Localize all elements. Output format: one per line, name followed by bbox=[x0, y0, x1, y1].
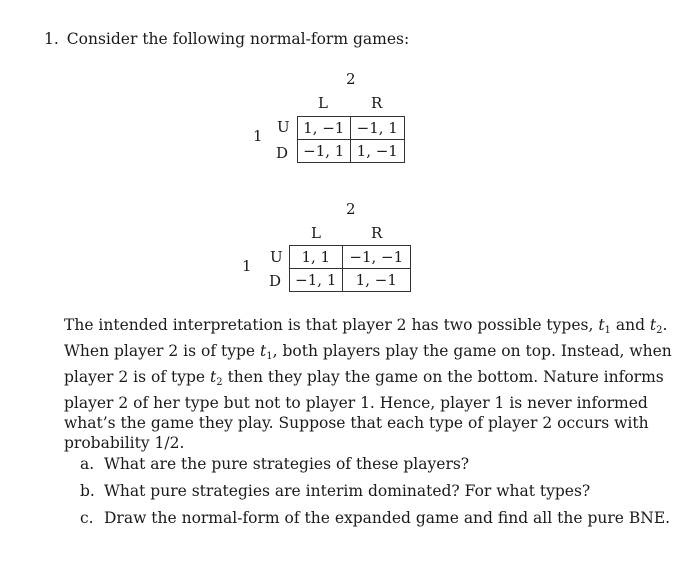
game-top-col-R: R bbox=[371, 94, 383, 112]
problem-heading-text: Consider the following normal-form games: bbox=[66, 30, 410, 48]
table-row bbox=[298, 117, 405, 140]
game-top-cell-DR: 1, −1 bbox=[350, 140, 404, 163]
game-bottom-col-L: L bbox=[311, 224, 321, 242]
question-text: What pure strategies are interim dominated? For what types? bbox=[104, 482, 591, 500]
question-a bbox=[80, 455, 469, 473]
game-top-cell-UR: −1, 1 bbox=[350, 117, 404, 140]
game-top-row-player: 1 bbox=[253, 127, 263, 145]
game-bottom-row-D: D bbox=[269, 272, 282, 290]
paragraph-line: player 2 of her type but not to player 1. Hence, player 1 is never informed bbox=[64, 394, 648, 412]
game-bottom-row-U: U bbox=[270, 248, 283, 266]
paragraph-line: what’s the game they play. Suppose that each type of player 2 occurs with bbox=[64, 414, 649, 432]
table-row bbox=[290, 269, 411, 292]
paragraph-line: player 2 is of type $t_2$ then they play the game on the bottom. Nature informs bbox=[64, 368, 664, 388]
game-bottom-cell-DR: 1, −1 bbox=[342, 269, 410, 292]
paragraph-line: When player 2 is of type $t_1$, both players play the game on top. Instead, when bbox=[64, 342, 672, 362]
question-label: c. bbox=[80, 509, 94, 527]
paragraph-line: probability 1/2. bbox=[64, 434, 185, 452]
game-top-cell-DL: −1, 1 bbox=[298, 140, 351, 163]
question-label: a. bbox=[80, 455, 95, 473]
table-row bbox=[298, 140, 405, 163]
game-bottom-row-player: 1 bbox=[242, 257, 252, 275]
question-b bbox=[80, 482, 590, 500]
question-label: b. bbox=[80, 482, 95, 500]
game-top-row-D: D bbox=[276, 144, 289, 162]
game-bottom-col-R: R bbox=[371, 224, 383, 242]
problem-heading bbox=[44, 30, 409, 48]
problem-description bbox=[64, 315, 672, 453]
paragraph-line: The intended interpretation is that player 2 has two possible types, $t_1$ and $t_2$. bbox=[64, 316, 668, 336]
game-top-row-U: U bbox=[277, 118, 290, 136]
game-bottom-payoff-matrix bbox=[289, 245, 411, 292]
game-bottom-cell-DL: −1, 1 bbox=[290, 269, 343, 292]
game-bottom-column-player: 2 bbox=[346, 200, 356, 218]
game-top-payoff-matrix bbox=[297, 116, 405, 163]
problem-number: 1. bbox=[44, 30, 59, 48]
game-top-col-L: L bbox=[318, 94, 328, 112]
table-row bbox=[290, 246, 411, 269]
game-top-cell-UL: 1, −1 bbox=[298, 117, 351, 140]
game-top-column-player: 2 bbox=[346, 70, 356, 88]
question-c bbox=[80, 509, 670, 527]
game-bottom-cell-UR: −1, −1 bbox=[342, 246, 410, 269]
question-text: What are the pure strategies of these players? bbox=[104, 455, 470, 473]
question-text: Draw the normal-form of the expanded game and find all the pure BNE. bbox=[104, 509, 671, 527]
game-bottom-cell-UL: 1, 1 bbox=[290, 246, 343, 269]
